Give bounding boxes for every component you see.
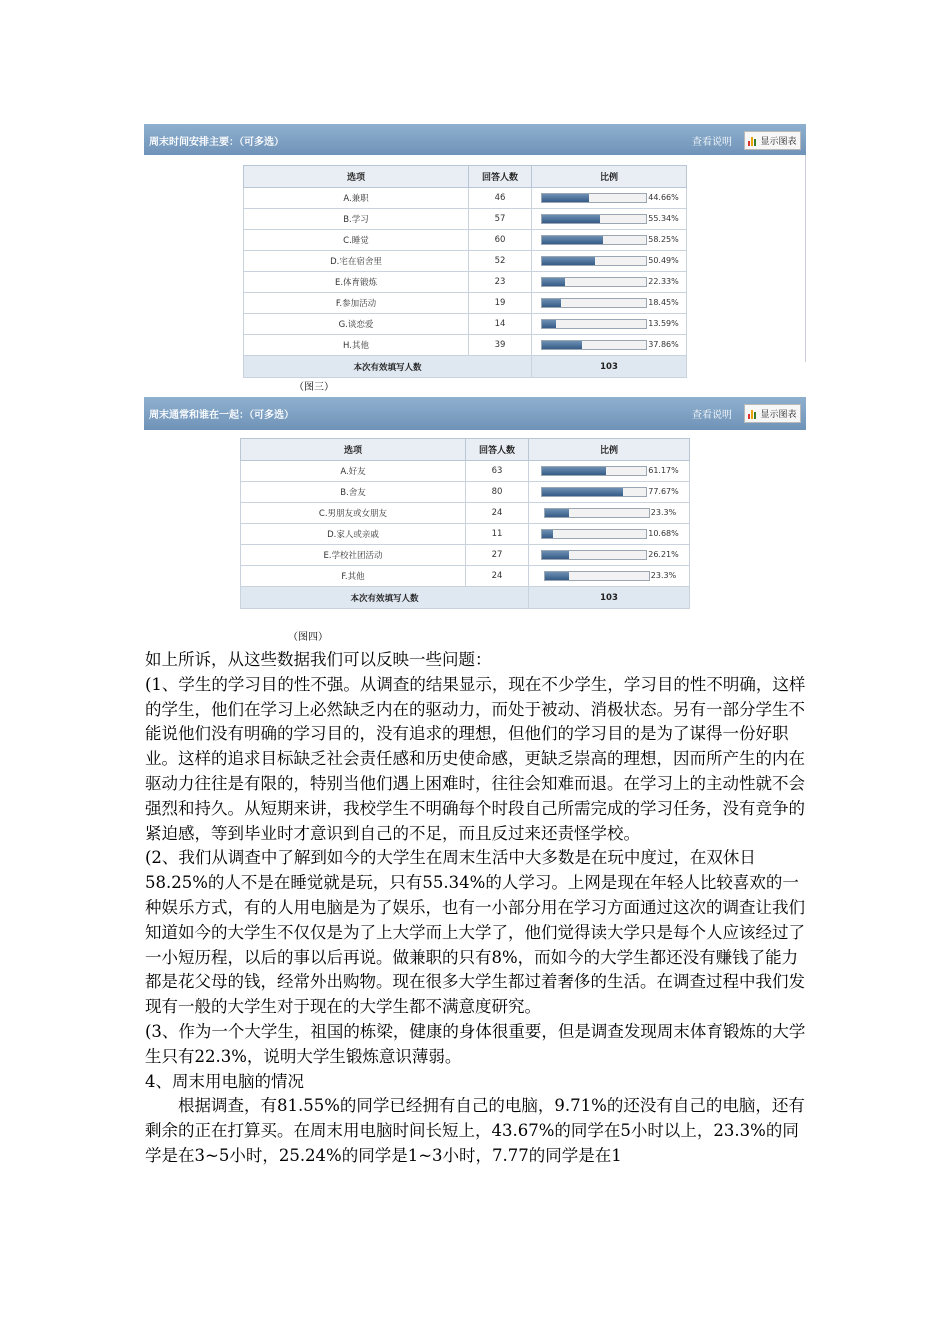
progress-fill [542, 488, 623, 496]
total-label: 本次有效填写人数 [244, 356, 532, 378]
total-value: 103 [532, 356, 687, 378]
ratio-cell [532, 230, 687, 251]
progress-fill [542, 278, 565, 286]
table-row [241, 524, 690, 545]
percent-label: 23.3% [650, 508, 677, 518]
count-cell: 52 [469, 251, 532, 272]
percent-label: 44.66% [648, 193, 679, 203]
progress-bar [544, 571, 650, 581]
survey-weekend-companions [144, 397, 806, 604]
progress-fill [542, 320, 556, 328]
progress-bar [541, 214, 647, 224]
table-row [241, 545, 690, 566]
ratio-cell [532, 188, 687, 209]
total-label: 本次有效填写人数 [241, 587, 529, 609]
col-option: 选项 [241, 439, 466, 461]
progress-fill [542, 215, 600, 223]
progress-fill [542, 257, 595, 265]
bar-chart-icon [748, 136, 758, 146]
col-count: 回答人数 [466, 439, 529, 461]
percent-label: 23.3% [650, 571, 677, 581]
view-explanation-link[interactable]: 查看说明 [692, 410, 732, 421]
ratio-cell [532, 293, 687, 314]
option-cell: H.其他 [244, 335, 469, 356]
option-cell: A.好友 [241, 461, 466, 482]
table-row [241, 461, 690, 482]
count-cell: 24 [466, 566, 529, 587]
percent-label: 37.86% [648, 340, 679, 350]
percent-label: 26.21% [648, 550, 679, 560]
table-row [241, 482, 690, 503]
results-table [240, 438, 690, 609]
progress-fill [542, 530, 553, 538]
ratio-cell [529, 545, 690, 566]
ratio-cell [532, 335, 687, 356]
count-cell: 23 [469, 272, 532, 293]
survey-header [144, 124, 806, 155]
question-title: 周末时间安排主要：（可多选） [149, 137, 284, 148]
progress-bar [541, 277, 647, 287]
results-table [243, 165, 687, 378]
ratio-cell [529, 482, 690, 503]
table-row [244, 188, 687, 209]
count-cell: 46 [469, 188, 532, 209]
count-cell: 60 [469, 230, 532, 251]
progress-bar [541, 298, 647, 308]
progress-fill [542, 236, 603, 244]
view-explanation-link[interactable]: 查看说明 [692, 137, 732, 148]
section-heading: 4、周末用电脑的情况 [145, 1071, 304, 1091]
progress-bar [541, 529, 647, 539]
table-row [244, 230, 687, 251]
option-cell: C.男朋友或女朋友 [241, 503, 466, 524]
percent-label: 77.67% [648, 487, 679, 497]
table-row [241, 503, 690, 524]
table-row [244, 209, 687, 230]
total-row [241, 587, 690, 609]
table-row [244, 272, 687, 293]
option-cell: E.学校社团活动 [241, 545, 466, 566]
question-title: 周末通常和谁在一起：（可多选） [149, 410, 294, 421]
count-cell: 27 [466, 545, 529, 566]
option-cell: F.参加活动 [244, 293, 469, 314]
ratio-cell [532, 209, 687, 230]
option-cell: G.谈恋爱 [244, 314, 469, 335]
col-option: 选项 [244, 166, 469, 188]
show-chart-button[interactable] [744, 404, 801, 423]
show-chart-button[interactable] [744, 131, 801, 150]
bar-chart-icon [748, 409, 758, 419]
progress-fill [545, 572, 569, 580]
ratio-cell [529, 566, 690, 587]
ratio-cell [529, 461, 690, 482]
progress-bar [541, 550, 647, 560]
total-value: 103 [529, 587, 690, 609]
paragraph-1: (1、学生的学习目的性不强。从调查的结果显示，现在不少学生，学习目的性不明确，这样的学生，他们在学习上必然缺乏内在的驱动力，而处于被动、消极状态。另有一部分学生不能说他们没有明确的学习目的，没有追求的理想，但他们的学习目的是为了谋得一份好职业。这样的追求目标缺乏社会责任感和历史使命感，更缺乏崇高的理想，因而所产生的内在驱动力往往是有限的，特别当他们遇上困难时，往往会知难而退。在学习上的主动性就不会强烈和持久。从短期来讲，我校学生不明确每个时段自己所需完成的学习任务，没有竞争的紧迫感，等到毕业时才意识到自己的不足，而且反过来还责怪学校。 [145, 674, 806, 843]
count-cell: 24 [466, 503, 529, 524]
progress-fill [542, 194, 588, 202]
table-row [244, 293, 687, 314]
table-row [244, 314, 687, 335]
col-ratio: 比例 [532, 166, 687, 188]
option-cell: D.家人或亲戚 [241, 524, 466, 545]
figure-caption: （图四） [288, 632, 328, 643]
progress-bar [541, 487, 647, 497]
ratio-cell [532, 272, 687, 293]
option-cell: C.睡觉 [244, 230, 469, 251]
col-count: 回答人数 [469, 166, 532, 188]
progress-bar [541, 235, 647, 245]
progress-fill [542, 341, 581, 349]
paragraph-4: 根据调查，有81.55%的同学已经拥有自己的电脑，9.71%的还没有自己的电脑，还有剩余的正在打算买。在周末用电脑时间长短上，43.67%的同学在5小时以上，23.3%的同学是在3~5小时，25.24%的同学是1~3小时，7.77的同学是在1 [145, 1096, 805, 1165]
option-cell: D.宅在宿舍里 [244, 251, 469, 272]
progress-bar [541, 256, 647, 266]
analysis-text [145, 648, 810, 1169]
paragraph-2: (2、我们从调查中了解到如今的大学生在周末生活中大多数是在玩中度过，在双休日58.25%的人不是在睡觉就是玩，只有55.34%的人学习。上网是现在年轻人比较喜欢的一种娱乐方式，有的人用电脑是为了娱乐，也有一小部分用在学习方面通过这次的调查让我们知道如今的大学生不仅仅是为了上大学而上大学了，他们觉得读大学只是每个人应该经过了一小短历程，以后的事以后再说。做兼职的只有8%，而如今的大学生都还没有赚钱了能力都是花父母的钱，经常外出购物。现在很多大学生都过着奢侈的生活。在调查过程中我们发现有一般的大学生对于现在的大学生都不满意度研究。 [145, 848, 805, 1017]
option-cell: B.学习 [244, 209, 469, 230]
percent-label: 55.34% [648, 214, 679, 224]
paragraph-3: (3、作为一个大学生，祖国的栋梁，健康的身体很重要，但是调查发现周末体育锻炼的大学生只有22.3%，说明大学生锻炼意识薄弱。 [145, 1021, 806, 1066]
count-cell: 57 [469, 209, 532, 230]
show-chart-label: 显示图表 [760, 410, 797, 420]
ratio-cell [529, 524, 690, 545]
progress-fill [542, 299, 561, 307]
percent-label: 18.45% [648, 298, 679, 308]
progress-fill [545, 509, 569, 517]
progress-bar [541, 193, 647, 203]
table-row [241, 566, 690, 587]
percent-label: 58.25% [648, 235, 679, 245]
progress-fill [542, 467, 606, 475]
table-row [244, 335, 687, 356]
col-ratio: 比例 [529, 439, 690, 461]
count-cell: 11 [466, 524, 529, 545]
ratio-cell [529, 503, 690, 524]
progress-fill [542, 551, 569, 559]
divider [805, 155, 806, 362]
option-cell: B.舍友 [241, 482, 466, 503]
survey-weekend-schedule [144, 124, 806, 373]
count-cell: 14 [469, 314, 532, 335]
count-cell: 63 [466, 461, 529, 482]
progress-bar [544, 508, 650, 518]
count-cell: 80 [466, 482, 529, 503]
progress-bar [541, 340, 647, 350]
intro-paragraph: 如上所诉，从这些数据我们可以反映一些问题： [145, 650, 492, 669]
ratio-cell [532, 314, 687, 335]
count-cell: 39 [469, 335, 532, 356]
count-cell: 19 [469, 293, 532, 314]
percent-label: 61.17% [648, 466, 679, 476]
survey-header [144, 397, 806, 430]
ratio-cell [532, 251, 687, 272]
total-row [244, 356, 687, 378]
option-cell: A.兼职 [244, 188, 469, 209]
show-chart-label: 显示图表 [760, 137, 797, 147]
figure-caption: （图三） [294, 382, 334, 393]
percent-label: 22.33% [648, 277, 679, 287]
option-cell: F.其他 [241, 566, 466, 587]
option-cell: E.体育锻炼 [244, 272, 469, 293]
percent-label: 10.68% [648, 529, 679, 539]
percent-label: 50.49% [648, 256, 679, 266]
table-row [244, 251, 687, 272]
progress-bar [541, 319, 647, 329]
progress-bar [541, 466, 647, 476]
percent-label: 13.59% [648, 319, 679, 329]
